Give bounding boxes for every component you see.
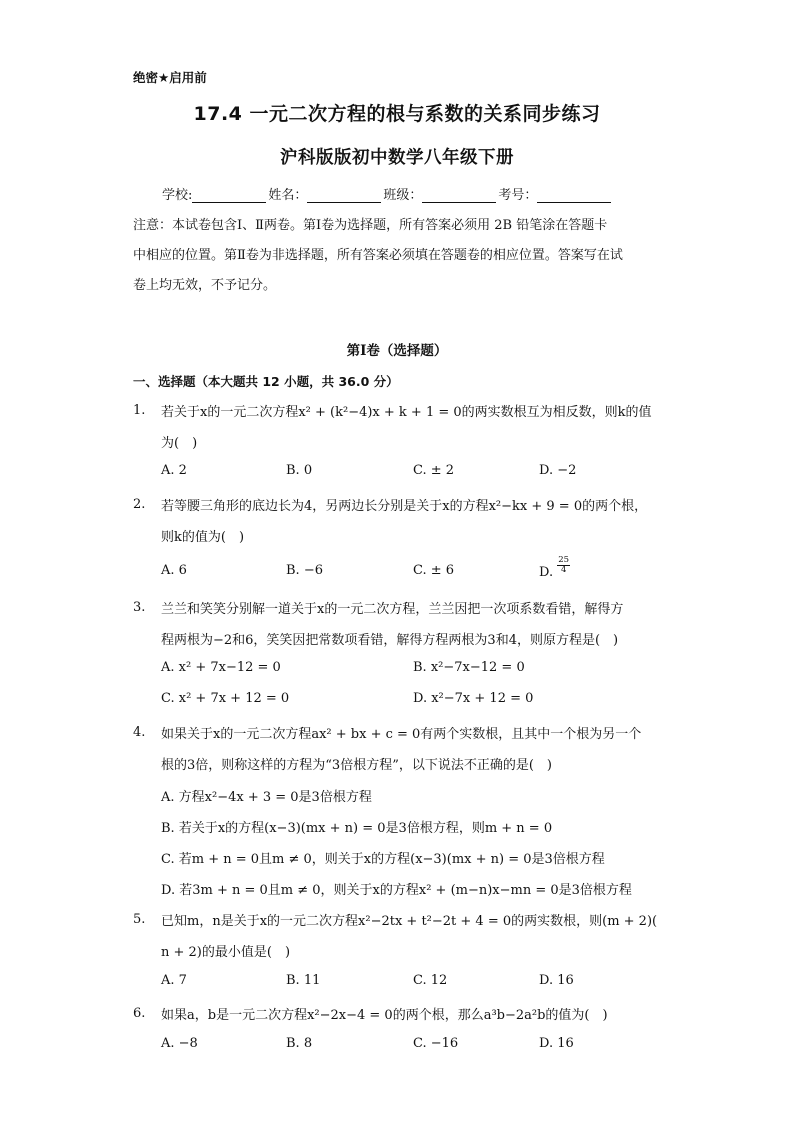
name-label: 姓名： bbox=[268, 188, 308, 203]
option-a[interactable]: A. −8 bbox=[161, 1036, 198, 1051]
confidential-label: 绝密★启用前 bbox=[133, 70, 207, 85]
class-blank[interactable] bbox=[422, 189, 496, 203]
question-number: 1. bbox=[133, 403, 146, 418]
question-text-line: 若等腰三角形的底边长为4，另两边长分别是关于x的方程x²−kx + 9 = 0的两个根， bbox=[161, 499, 648, 514]
option-c[interactable]: C. x² + 7x + 12 = 0 bbox=[161, 691, 290, 706]
class-label: 班级： bbox=[383, 188, 423, 203]
option-d[interactable]: D. 16 bbox=[539, 1036, 574, 1051]
notice-line-1: 注意：本试卷包含Ⅰ、Ⅱ两卷。第Ⅰ卷为选择题，所有答案必须用 2B 铅笔涂在答题卡 bbox=[133, 218, 608, 233]
option-d[interactable]: D. 若3m + n = 0且m ≠ 0，则关于x的方程x² + (m−n)x−mn = 0是3倍根方程 bbox=[161, 883, 632, 898]
question-number: 4. bbox=[133, 725, 146, 740]
option-a[interactable]: A. 7 bbox=[161, 973, 187, 988]
option-d-label: D. bbox=[539, 565, 554, 580]
notice-line-2: 中相应的位置。第Ⅱ卷为非选择题，所有答案必须填在答题卷的相应位置。答案写在试 bbox=[133, 248, 623, 263]
option-c[interactable]: C. ± 2 bbox=[413, 463, 455, 478]
fraction-denominator: 4 bbox=[560, 565, 567, 575]
option-b[interactable]: B. 8 bbox=[286, 1036, 313, 1051]
option-c[interactable]: C. 12 bbox=[413, 973, 448, 988]
exam-no-label: 考号： bbox=[498, 188, 538, 203]
question-text-line: 则k的值为( ) bbox=[161, 530, 245, 545]
option-c[interactable]: C. ± 6 bbox=[413, 563, 455, 578]
section-title: 第Ⅰ卷（选择题） bbox=[346, 343, 448, 359]
page-title: 17.4 一元二次方程的根与系数的关系同步练习 bbox=[193, 103, 601, 125]
notice-line-3: 卷上均无效，不予记分。 bbox=[133, 278, 277, 293]
option-a[interactable]: A. 6 bbox=[161, 563, 187, 578]
option-a[interactable]: A. 方程x²−4x + 3 = 0是3倍根方程 bbox=[161, 790, 372, 805]
option-d[interactable] bbox=[539, 555, 570, 580]
question-text-line: 如果关于x的一元二次方程ax² + bx + c = 0有两个实数根，且其中一个根为另一个 bbox=[161, 727, 642, 742]
question-text-line: 根的3倍，则称这样的方程为“3倍根方程”，以下说法不正确的是( ) bbox=[161, 758, 552, 773]
option-d[interactable]: D. −2 bbox=[539, 463, 577, 478]
option-a[interactable]: A. 2 bbox=[161, 463, 187, 478]
question-number: 5. bbox=[133, 912, 146, 927]
option-a[interactable]: A. x² + 7x−12 = 0 bbox=[161, 660, 281, 675]
student-info-row bbox=[162, 184, 613, 203]
option-b[interactable]: B. x²−7x−12 = 0 bbox=[413, 660, 525, 675]
school-label: 学校: bbox=[162, 188, 193, 203]
option-d[interactable]: D. 16 bbox=[539, 973, 574, 988]
fraction bbox=[557, 556, 570, 575]
question-text-line: n + 2)的最小值是( ) bbox=[161, 945, 291, 960]
page-subtitle: 沪科版版初中数学八年级下册 bbox=[280, 148, 514, 168]
option-b[interactable]: B. −6 bbox=[286, 563, 323, 578]
option-c[interactable]: C. 若m + n = 0且m ≠ 0，则关于x的方程(x−3)(mx + n) = 0是3倍根方程 bbox=[161, 852, 605, 867]
question-text-line: 程两根为−2和6，笑笑因把常数项看错，解得方程两根为3和4，则原方程是( ) bbox=[161, 633, 619, 648]
option-b[interactable]: B. 0 bbox=[286, 463, 313, 478]
part-title: 一、选择题（本大题共 12 小题，共 36.0 分） bbox=[133, 374, 399, 389]
question-text-line: 若关于x的一元二次方程x² + (k²−4)x + k + 1 = 0的两实数根互为相反数，则k的值 bbox=[161, 405, 652, 420]
question-text-line: 如果a，b是一元二次方程x²−2x−4 = 0的两个根，那么a³b−2a²b的值为( ) bbox=[161, 1008, 608, 1023]
question-text-line: 兰兰和笑笑分别解一道关于x的一元二次方程，兰兰因把一次项系数看错，解得方 bbox=[161, 602, 624, 617]
option-c[interactable]: C. −16 bbox=[413, 1036, 459, 1051]
fraction-numerator: 25 bbox=[558, 555, 570, 565]
exam-no-blank[interactable] bbox=[537, 189, 611, 203]
option-b[interactable]: B. 11 bbox=[286, 973, 321, 988]
option-d[interactable]: D. x²−7x + 12 = 0 bbox=[413, 691, 534, 706]
question-number: 3. bbox=[133, 600, 146, 615]
name-blank[interactable] bbox=[307, 189, 381, 203]
question-text-line: 已知m，n是关于x的一元二次方程x²−2tx + t²−2t + 4 = 0的两实数根，则(m + 2)( bbox=[161, 914, 658, 929]
option-b[interactable]: B. 若关于x的方程(x−3)(mx + n) = 0是3倍根方程，则m + n = 0 bbox=[161, 821, 553, 836]
question-number: 6. bbox=[133, 1006, 146, 1021]
question-number: 2. bbox=[133, 497, 146, 512]
school-blank[interactable] bbox=[192, 189, 266, 203]
question-text-line: 为( ) bbox=[161, 436, 198, 451]
